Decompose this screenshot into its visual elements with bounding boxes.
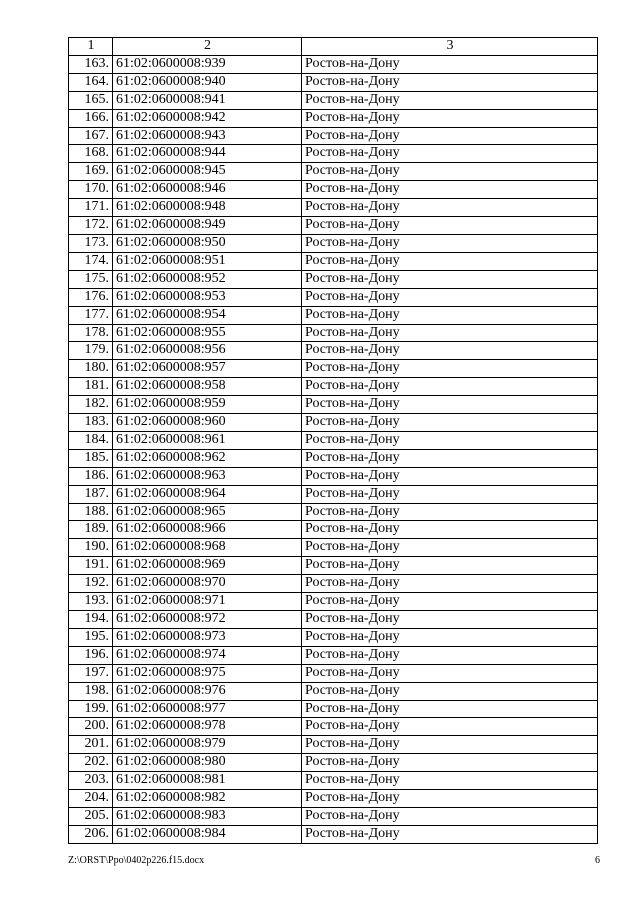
table-row — [69, 790, 598, 808]
cadastral-number: 61:02:0600008:940 — [113, 73, 302, 91]
table-row — [69, 557, 598, 575]
cadastral-number: 61:02:0600008:964 — [113, 485, 302, 503]
table-row — [69, 431, 598, 449]
table-row — [69, 718, 598, 736]
cadastral-number: 61:02:0600008:956 — [113, 342, 302, 360]
table-row — [69, 807, 598, 825]
row-number: 184. — [69, 431, 113, 449]
row-number: 165. — [69, 91, 113, 109]
column-header-1: 1 — [69, 38, 113, 56]
location: Ростов-на-Дону — [302, 467, 598, 485]
row-number: 192. — [69, 575, 113, 593]
cadastral-number: 61:02:0600008:944 — [113, 145, 302, 163]
cadastral-number: 61:02:0600008:984 — [113, 825, 302, 843]
location: Ростов-на-Дону — [302, 646, 598, 664]
cadastral-number: 61:02:0600008:983 — [113, 807, 302, 825]
row-number: 172. — [69, 217, 113, 235]
cadastral-number: 61:02:0600008:977 — [113, 700, 302, 718]
row-number: 199. — [69, 700, 113, 718]
location: Ростов-на-Дону — [302, 306, 598, 324]
location: Ростов-на-Дону — [302, 718, 598, 736]
location: Ростов-на-Дону — [302, 199, 598, 217]
table-row — [69, 324, 598, 342]
row-number: 178. — [69, 324, 113, 342]
table-row — [69, 664, 598, 682]
table-row — [69, 378, 598, 396]
footer-file-path: Z:\ORST\Ppo\0402p226.f15.docx — [68, 855, 205, 866]
row-number: 188. — [69, 503, 113, 521]
table-row — [69, 628, 598, 646]
location: Ростов-на-Дону — [302, 664, 598, 682]
row-number: 195. — [69, 628, 113, 646]
cadastral-number: 61:02:0600008:962 — [113, 449, 302, 467]
cadastral-number: 61:02:0600008:951 — [113, 252, 302, 270]
location: Ростов-на-Дону — [302, 163, 598, 181]
table-row — [69, 825, 598, 843]
table-row — [69, 396, 598, 414]
location: Ростов-на-Дону — [302, 270, 598, 288]
location: Ростов-на-Дону — [302, 539, 598, 557]
row-number: 197. — [69, 664, 113, 682]
location: Ростов-на-Дону — [302, 342, 598, 360]
cadastral-number: 61:02:0600008:969 — [113, 557, 302, 575]
table-row — [69, 503, 598, 521]
table-row — [69, 521, 598, 539]
location: Ростов-на-Дону — [302, 288, 598, 306]
row-number: 170. — [69, 181, 113, 199]
table-row — [69, 217, 598, 235]
table-row — [69, 342, 598, 360]
cadastral-number: 61:02:0600008:943 — [113, 127, 302, 145]
row-number: 182. — [69, 396, 113, 414]
row-number: 179. — [69, 342, 113, 360]
row-number: 198. — [69, 682, 113, 700]
location: Ростов-на-Дону — [302, 521, 598, 539]
location: Ростов-на-Дону — [302, 736, 598, 754]
table-row — [69, 682, 598, 700]
table-row — [69, 754, 598, 772]
row-number: 174. — [69, 252, 113, 270]
table-row — [69, 646, 598, 664]
cadastral-table — [68, 37, 598, 844]
cadastral-number: 61:02:0600008:968 — [113, 539, 302, 557]
cadastral-number: 61:02:0600008:945 — [113, 163, 302, 181]
location: Ростов-на-Дону — [302, 825, 598, 843]
table-row — [69, 449, 598, 467]
row-number: 205. — [69, 807, 113, 825]
row-number: 177. — [69, 306, 113, 324]
table-row — [69, 181, 598, 199]
cadastral-number: 61:02:0600008:971 — [113, 593, 302, 611]
location: Ростов-на-Дону — [302, 682, 598, 700]
table-row — [69, 306, 598, 324]
table-row — [69, 485, 598, 503]
location: Ростов-на-Дону — [302, 378, 598, 396]
cadastral-number: 61:02:0600008:982 — [113, 790, 302, 808]
location: Ростов-на-Дону — [302, 234, 598, 252]
row-number: 180. — [69, 360, 113, 378]
location: Ростов-на-Дону — [302, 431, 598, 449]
cadastral-number: 61:02:0600008:973 — [113, 628, 302, 646]
row-number: 194. — [69, 611, 113, 629]
table-row — [69, 127, 598, 145]
location: Ростов-на-Дону — [302, 414, 598, 432]
table-row — [69, 611, 598, 629]
row-number: 171. — [69, 199, 113, 217]
row-number: 193. — [69, 593, 113, 611]
location: Ростов-на-Дону — [302, 611, 598, 629]
cadastral-number: 61:02:0600008:976 — [113, 682, 302, 700]
cadastral-number: 61:02:0600008:939 — [113, 55, 302, 73]
table-row — [69, 575, 598, 593]
location: Ростов-на-Дону — [302, 73, 598, 91]
cadastral-number: 61:02:0600008:957 — [113, 360, 302, 378]
row-number: 168. — [69, 145, 113, 163]
cadastral-number: 61:02:0600008:946 — [113, 181, 302, 199]
row-number: 173. — [69, 234, 113, 252]
table-row — [69, 593, 598, 611]
location: Ростов-на-Дону — [302, 109, 598, 127]
location: Ростов-на-Дону — [302, 790, 598, 808]
location: Ростов-на-Дону — [302, 593, 598, 611]
table-row — [69, 109, 598, 127]
cadastral-number: 61:02:0600008:953 — [113, 288, 302, 306]
cadastral-number: 61:02:0600008:942 — [113, 109, 302, 127]
location: Ростов-на-Дону — [302, 628, 598, 646]
row-number: 200. — [69, 718, 113, 736]
row-number: 191. — [69, 557, 113, 575]
cadastral-number: 61:02:0600008:981 — [113, 772, 302, 790]
table-body — [69, 55, 598, 843]
row-number: 189. — [69, 521, 113, 539]
row-number: 201. — [69, 736, 113, 754]
cadastral-number: 61:02:0600008:966 — [113, 521, 302, 539]
cadastral-number: 61:02:0600008:949 — [113, 217, 302, 235]
cadastral-number: 61:02:0600008:961 — [113, 431, 302, 449]
row-number: 176. — [69, 288, 113, 306]
location: Ростов-на-Дону — [302, 772, 598, 790]
row-number: 202. — [69, 754, 113, 772]
location: Ростов-на-Дону — [302, 252, 598, 270]
table-row — [69, 270, 598, 288]
cadastral-number: 61:02:0600008:972 — [113, 611, 302, 629]
table-row — [69, 199, 598, 217]
location: Ростов-на-Дону — [302, 700, 598, 718]
row-number: 206. — [69, 825, 113, 843]
cadastral-number: 61:02:0600008:952 — [113, 270, 302, 288]
row-number: 203. — [69, 772, 113, 790]
location: Ростов-на-Дону — [302, 127, 598, 145]
row-number: 166. — [69, 109, 113, 127]
cadastral-number: 61:02:0600008:974 — [113, 646, 302, 664]
location: Ростов-на-Дону — [302, 503, 598, 521]
table-row — [69, 55, 598, 73]
location: Ростов-на-Дону — [302, 807, 598, 825]
location: Ростов-на-Дону — [302, 557, 598, 575]
footer-page-number: 6 — [595, 855, 600, 866]
cadastral-number: 61:02:0600008:948 — [113, 199, 302, 217]
location: Ростов-на-Дону — [302, 575, 598, 593]
cadastral-number: 61:02:0600008:970 — [113, 575, 302, 593]
row-number: 169. — [69, 163, 113, 181]
table-row — [69, 288, 598, 306]
cadastral-number: 61:02:0600008:954 — [113, 306, 302, 324]
row-number: 181. — [69, 378, 113, 396]
row-number: 183. — [69, 414, 113, 432]
cadastral-number: 61:02:0600008:979 — [113, 736, 302, 754]
location: Ростов-на-Дону — [302, 145, 598, 163]
cadastral-number: 61:02:0600008:959 — [113, 396, 302, 414]
row-number: 196. — [69, 646, 113, 664]
table-row — [69, 234, 598, 252]
table-row — [69, 772, 598, 790]
cadastral-number: 61:02:0600008:960 — [113, 414, 302, 432]
table-row — [69, 252, 598, 270]
table-row — [69, 163, 598, 181]
location: Ростов-на-Дону — [302, 396, 598, 414]
row-number: 185. — [69, 449, 113, 467]
cadastral-number: 61:02:0600008:941 — [113, 91, 302, 109]
location: Ростов-на-Дону — [302, 181, 598, 199]
table-row — [69, 360, 598, 378]
cadastral-number: 61:02:0600008:978 — [113, 718, 302, 736]
row-number: 186. — [69, 467, 113, 485]
cadastral-number: 61:02:0600008:958 — [113, 378, 302, 396]
location: Ростов-на-Дону — [302, 55, 598, 73]
table-row — [69, 73, 598, 91]
cadastral-number: 61:02:0600008:963 — [113, 467, 302, 485]
table-row — [69, 700, 598, 718]
table-row — [69, 736, 598, 754]
row-number: 187. — [69, 485, 113, 503]
table-row — [69, 91, 598, 109]
location: Ростов-на-Дону — [302, 360, 598, 378]
table-row — [69, 467, 598, 485]
location: Ростов-на-Дону — [302, 449, 598, 467]
cadastral-number: 61:02:0600008:955 — [113, 324, 302, 342]
row-number: 163. — [69, 55, 113, 73]
column-header-2: 2 — [113, 38, 302, 56]
row-number: 175. — [69, 270, 113, 288]
row-number: 204. — [69, 790, 113, 808]
header-row — [69, 38, 598, 56]
table-row — [69, 145, 598, 163]
location: Ростов-на-Дону — [302, 324, 598, 342]
location: Ростов-на-Дону — [302, 217, 598, 235]
row-number: 167. — [69, 127, 113, 145]
row-number: 190. — [69, 539, 113, 557]
location: Ростов-на-Дону — [302, 485, 598, 503]
cadastral-number: 61:02:0600008:965 — [113, 503, 302, 521]
cadastral-number: 61:02:0600008:975 — [113, 664, 302, 682]
table-row — [69, 414, 598, 432]
cadastral-number: 61:02:0600008:950 — [113, 234, 302, 252]
row-number: 164. — [69, 73, 113, 91]
column-header-3: 3 — [302, 38, 598, 56]
cadastral-number: 61:02:0600008:980 — [113, 754, 302, 772]
table-row — [69, 539, 598, 557]
location: Ростов-на-Дону — [302, 754, 598, 772]
location: Ростов-на-Дону — [302, 91, 598, 109]
